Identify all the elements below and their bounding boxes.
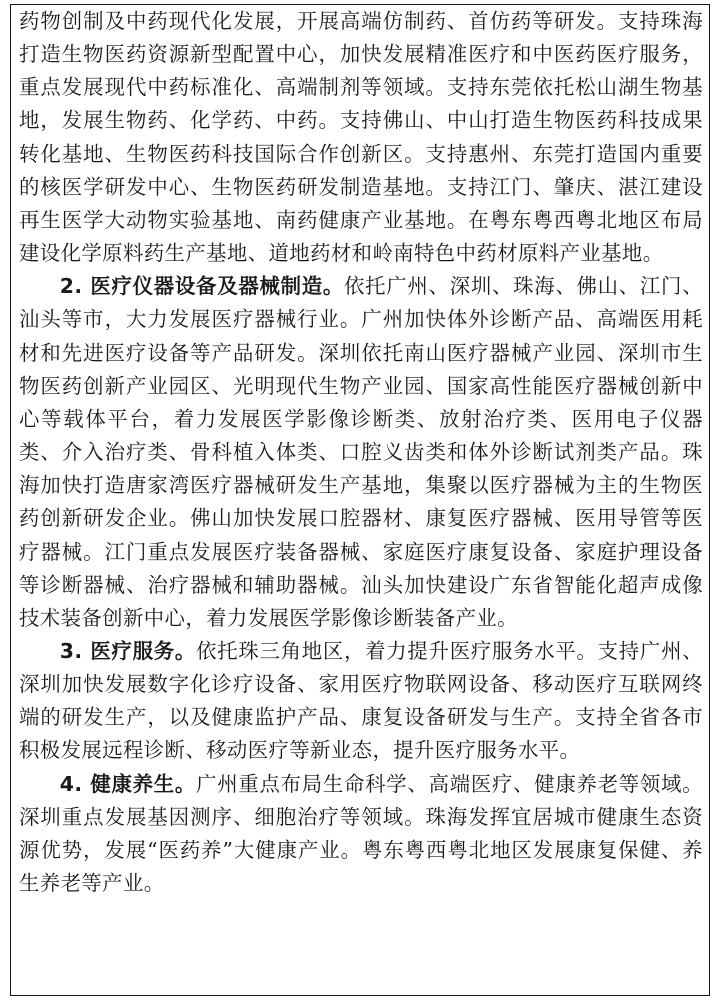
section-heading-health-wellness: 4. 健康养生。: [59, 771, 197, 796]
paragraph-3-body: 依托珠三角地区，着力提升医疗服务水平。支持广州、深圳加快发展数字化诊疗设备、家用医疗物联网设备、移动医疗互联网终端的研发生产，以及健康监护产品、康复设备研发与生产。支持全省各市积极发展远程诊断、移动医疗等新业态，提升医疗服务水平。: [19, 638, 703, 763]
paragraph-continuation: [19, 5, 703, 270]
paragraph-medical-services: [19, 635, 703, 768]
paragraph-medical-devices: [19, 270, 703, 635]
paragraph-4-body: 广州重点布局生命科学、高端医疗、健康养老等领域。深圳重点发展基因测序、细胞治疗等领域。珠海发挥宜居城市健康生态资源优势，发展“医药养”大健康产业。粤东粤西粤北地区发展康复保健、养生养老等产业。: [19, 771, 703, 896]
section-heading-medical-devices: 2. 医疗仪器设备及器械制造。: [59, 274, 345, 299]
document-page: [10, 4, 710, 996]
section-heading-medical-services: 3. 医疗服务。: [59, 638, 197, 663]
paragraph-health-wellness: [19, 768, 703, 901]
paragraph-2-body: 依托广州、深圳、珠海、佛山、江门、汕头等市，大力发展医疗器械行业。广州加快体外诊断产品、高端医用耗材和先进医疗设备等产品研发。深圳依托南山医疗器械产业园、深圳市生物医药创新产业园区、光明现代生物产业园、国家高性能医疗器械创新中心等载体平台，着力发展医学影像诊断类、放射治疗类、医用电子仪器类、介入治疗类、骨科植入体类、口腔义齿类和体外诊断试剂类产品。珠海加快打造唐家湾医疗器械研发生产基地，集聚以医疗器械为主的生物医药创新研发企业。佛山加快发展口腔器材、康复医疗器械、医用导管等医疗器械。江门重点发展医疗装备器械、家庭医疗康复设备、家庭护理设备等诊断器械、治疗器械和辅助器械。汕头加快建设广东省智能化超声成像技术装备创新中心，着力发展医学影像诊断装备产业。: [19, 274, 703, 630]
paragraph-1-body: 药物创制及中药现代化发展，开展高端仿制药、首仿药等研发。支持珠海打造生物医药资源新型配置中心，加快发展精准医疗和中医药医疗服务，重点发展现代中药标准化、高端制剂等领域。支持东莞依托松山湖生物基地，发展生物药、化学药、中药。支持佛山、中山打造生物医药科技成果转化基地、生物医药科技国际合作创新区。支持惠州、东莞打造国内重要的核医学研发中心、生物医药研发制造基地。支持江门、肇庆、湛江建设再生医学大动物实验基地、南药健康产业基地。在粤东粤西粤北地区布局建设化学原料药生产基地、道地药材和岭南特色中药材原料产业基地。: [19, 9, 703, 266]
